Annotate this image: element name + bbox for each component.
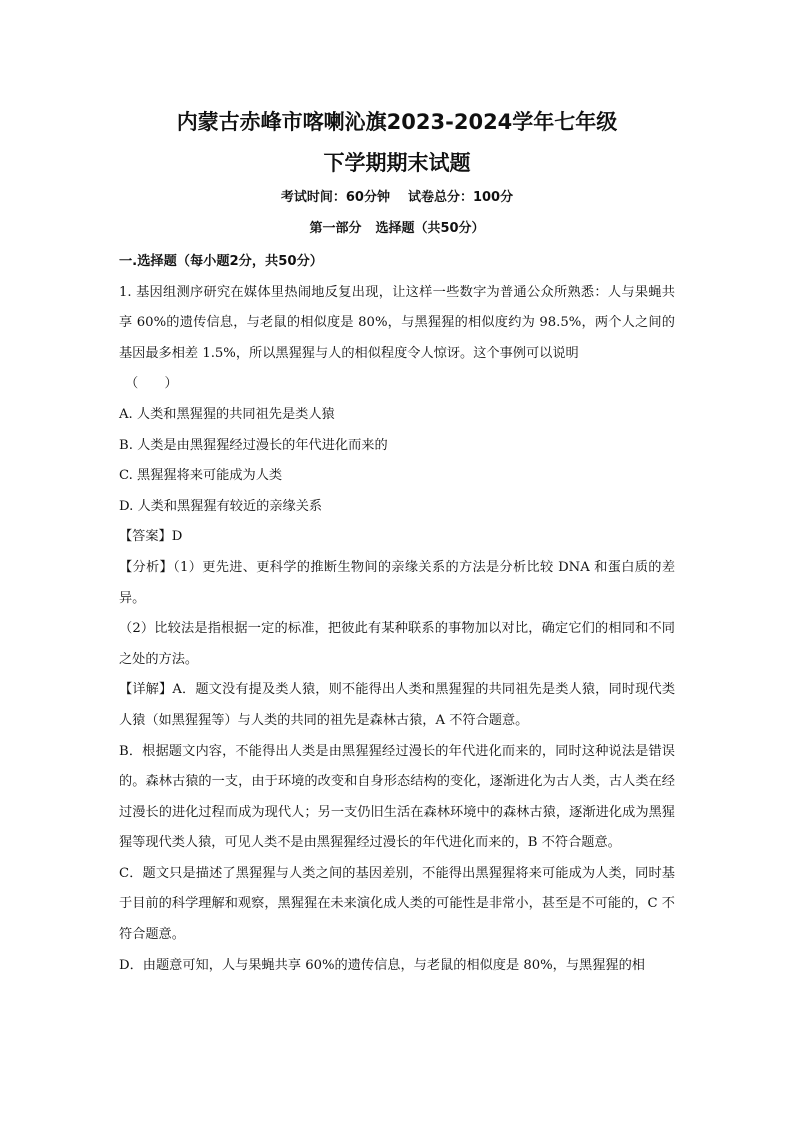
detail-d: D．由题意可知，人与果蝇共享 60%的遗传信息，与老鼠的相似度是 80%，与黑猩猩的相: [119, 957, 645, 973]
question-stem: 1. 基因组测序研究在媒体里热闹地反复出现，让这样一些数字为普通公众所熟悉：人与果蝇共享 60%的遗传信息，与老鼠的相似度是 80%，与黑猩猩的相似度约为 98.5%，两个人之间的基因最多相差 1.5%，所以黑猩猩与人的相似程度令人惊讶。这个事例可以说明: [119, 284, 675, 361]
detail-c: C．题文只是描述了黑猩猩与人类之间的基因差别，不能得出黑猩猩将来可能成为人类，同时基于目前的科学理解和观察，黑猩猩在未来演化成人类的可能性是非常小，甚至是不可能的，C 不符合题意。: [119, 865, 675, 943]
answer-value: D: [171, 529, 183, 545]
section-heading: 一.选择题（每小题2分，共50分）: [119, 254, 323, 269]
answer-label: 【答案】: [119, 529, 172, 545]
detail-a-text: A．题文没有提及类人猿，则不能得出人类和黑猩猩的共同祖先是类人猿，同时现代类人猿（如黑猩猩等）与人类的共同的祖先是森林古猿，A 不符合题意。: [119, 682, 676, 728]
detail-a: [119, 675, 675, 736]
option-a: A. 人类和黑猩猩的共同祖先是类人猿: [119, 406, 335, 422]
analysis-label: 【分析】: [119, 559, 174, 575]
analysis-line-1: [119, 553, 675, 614]
exam-meta: [0, 186, 794, 205]
option-b: B. 人类是由黑猩猩经过漫长的年代进化而来的: [119, 437, 388, 453]
part-label: 第一部分: [309, 221, 362, 236]
part-heading: [0, 217, 794, 236]
answer-line: [119, 522, 675, 553]
option-c: C. 黑猩猩将来可能成为人类: [119, 468, 283, 484]
detail-b: B．根据题文内容，不能得出人类是由黑猩猩经过漫长的年代进化而来的，同时这种说法是错误的。森林古猿的一支，由于环境的改变和自身形态结构的变化，逐渐进化为古人类，古人类在经过漫长的进化过程而成为现代人；另一支仍旧生活在森林环境中的森林古猿，逐渐进化成为黑猩猩等现代类人猿，可见人类不是由黑猩猩经过漫长的年代进化而来的，B 不符合题意。: [119, 743, 675, 851]
analysis-text-1: （1）更先进、更科学的推断生物间的亲缘关系的方法是分析比较 DNA 和蛋白质的差异。: [119, 559, 676, 606]
detail-label: 【详解】: [119, 682, 173, 698]
document-title-line2: 下学期期末试题: [323, 151, 471, 175]
document-title-line1: 内蒙古赤峰市喀喇沁旗2023-2024学年七年级: [176, 110, 618, 134]
option-d: D. 人类和黑猩猩有较近的亲缘关系: [119, 498, 323, 514]
question-body: [119, 247, 675, 981]
analysis-line-2: （2）比较法是指根据一定的标准，把彼此有某种联系的事物加以对比，确定它们的相同和不同之处的方法。: [119, 621, 675, 667]
answer-blank: （ ）: [125, 376, 178, 392]
part-title: 选择题（共50分）: [375, 221, 485, 236]
total-score: 试卷总分：100分: [407, 190, 514, 205]
exam-time: 考试时间：60分钟: [280, 190, 390, 205]
